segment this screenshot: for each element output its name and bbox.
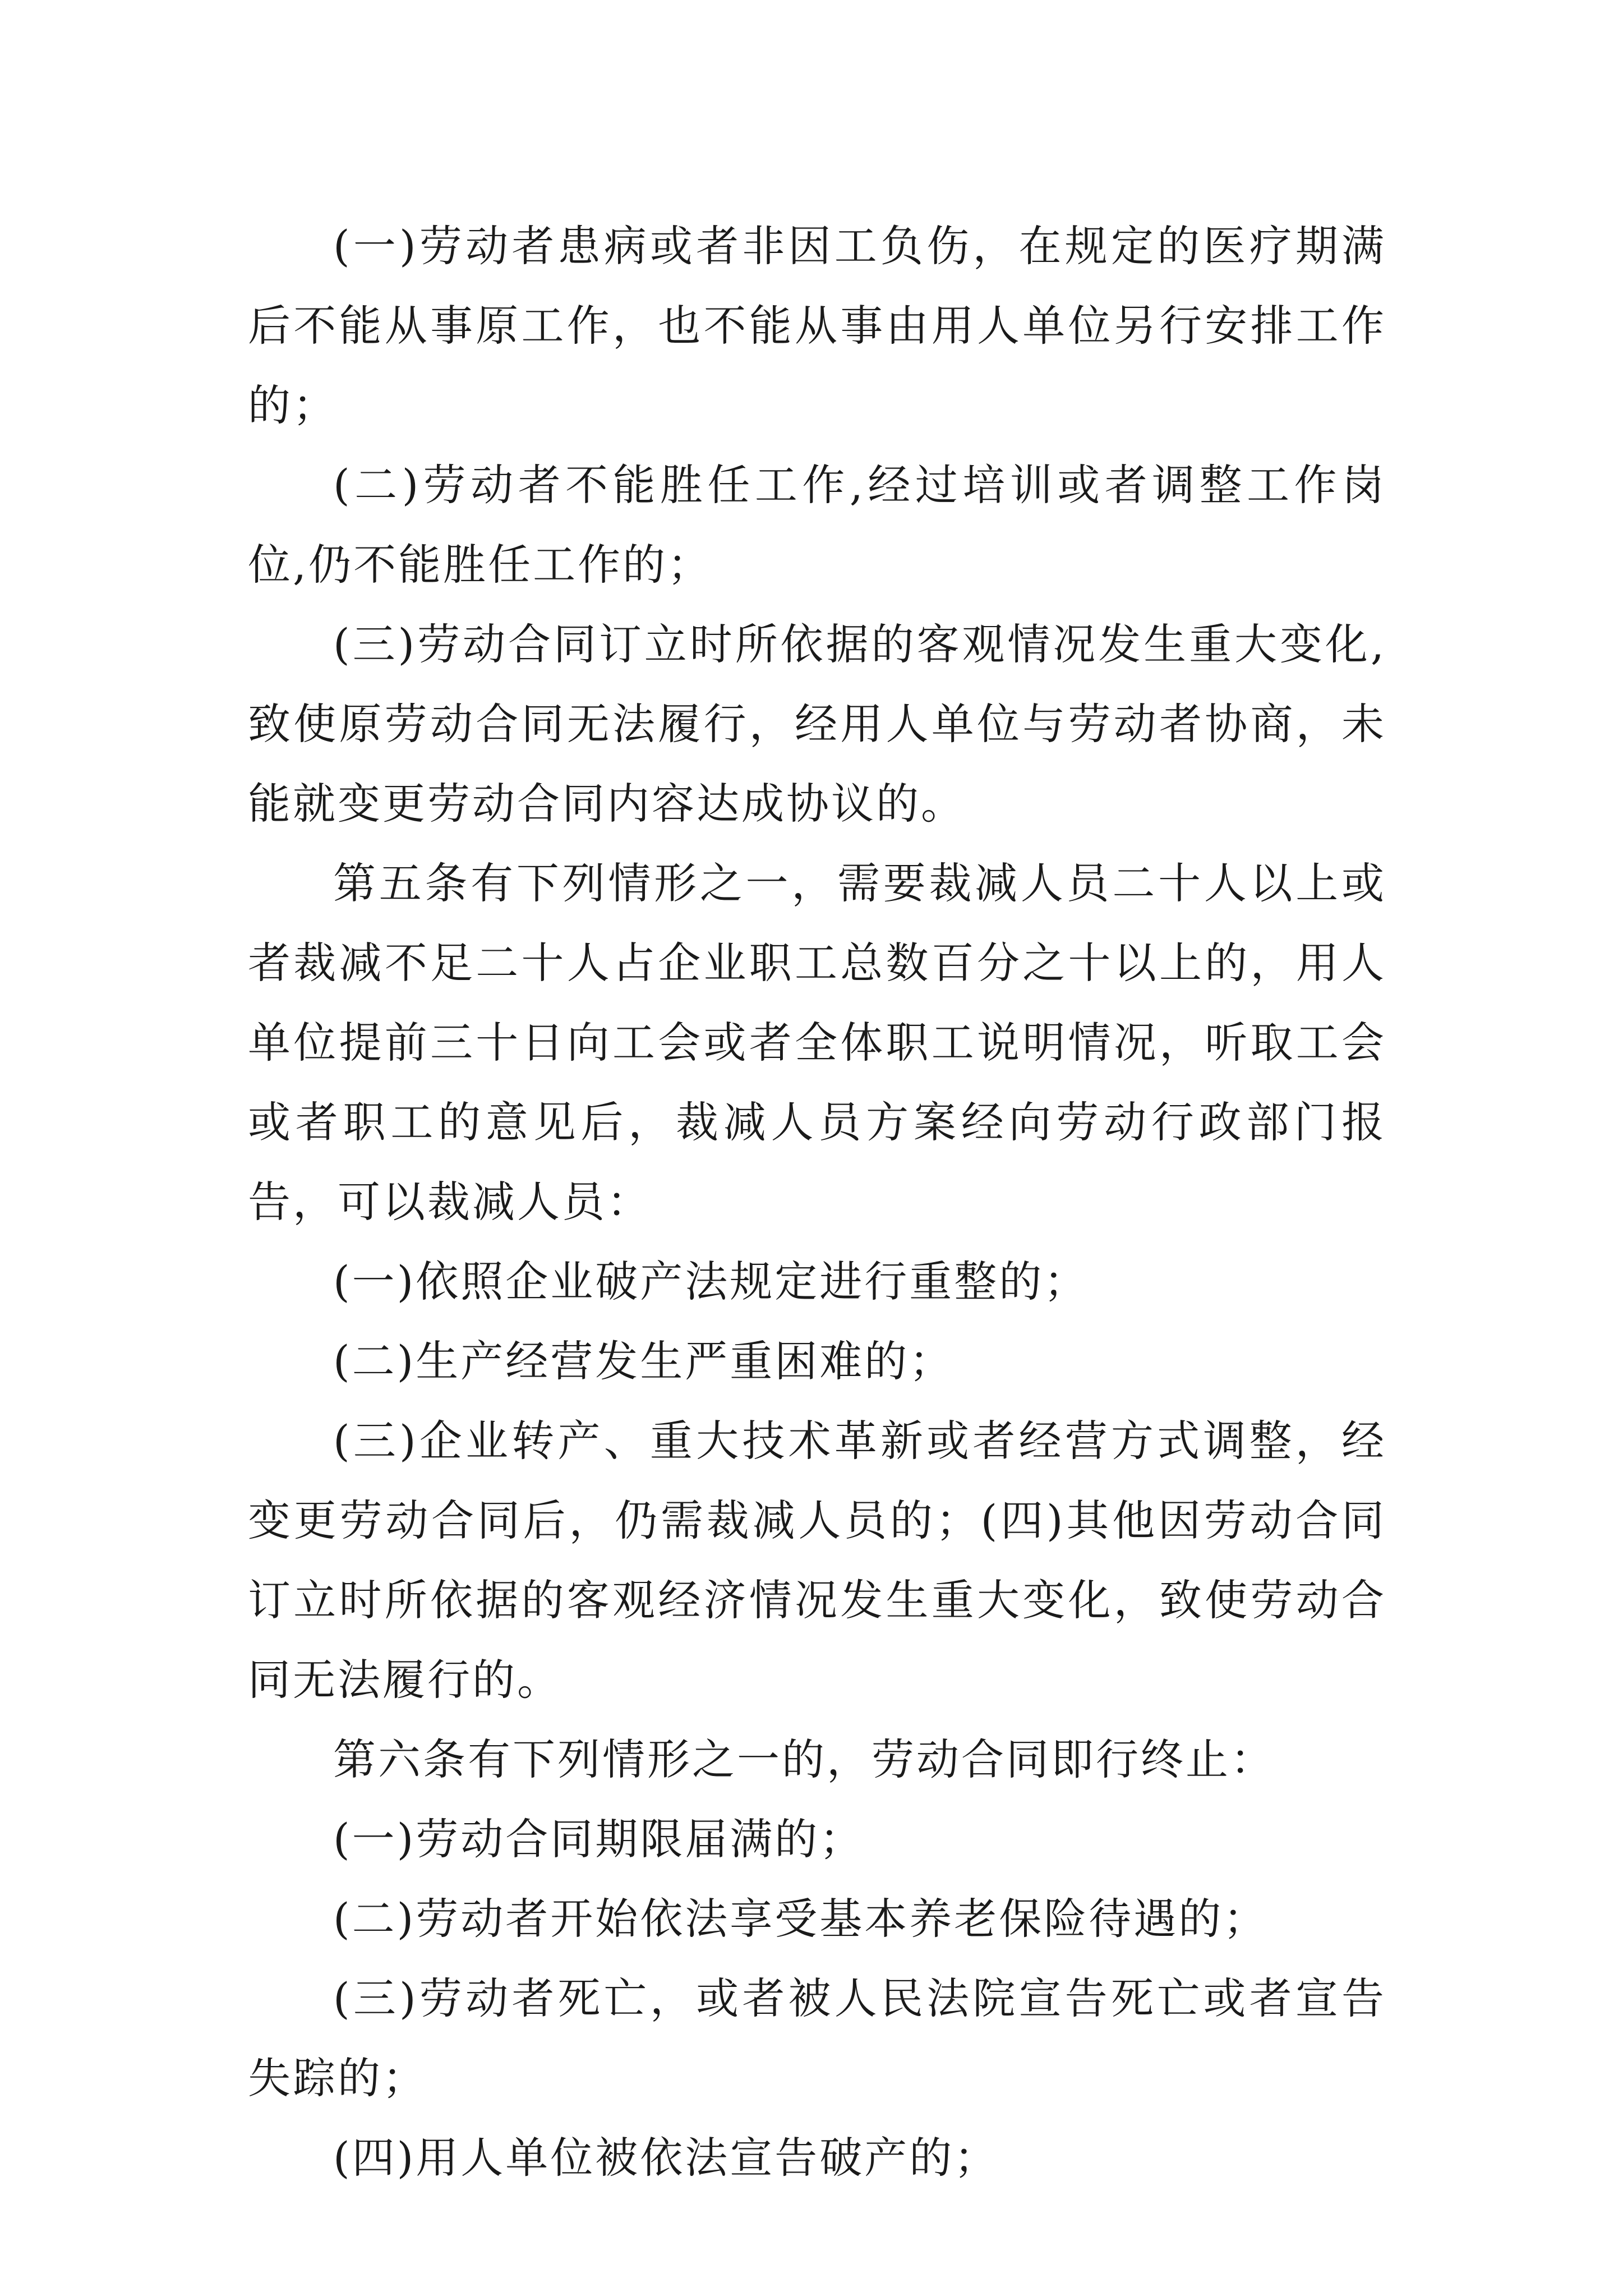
paragraph-article-6-item-2: (二)劳动者开始依法享受基本养老保险待遇的； bbox=[333, 1894, 1269, 1944]
paragraph-article-6-item-1: (一)劳动合同期限届满的； bbox=[333, 1814, 865, 1864]
paragraph-item-3-circumstance-change: (三)劳动合同订立时所依据的客观情况发生重大变化,致使原劳动合同无法履行，经用人单位与劳动者协商，未能就变更劳动合同内容达成协议的。 bbox=[248, 619, 1386, 829]
paragraph-article-6: 第六条有下列情形之一的，劳动合同即行终止： bbox=[333, 1734, 1275, 1784]
paragraph-article-5-item-1: (一)依照企业破产法规定进行重整的； bbox=[333, 1257, 1089, 1306]
paragraph-article-6-item-4: (四)用人单位被依法宣告破产的； bbox=[333, 2133, 999, 2183]
paragraph-article-5-item-2: (二)生产经营发生严重困难的； bbox=[333, 1336, 955, 1386]
paragraph-item-1-illness: (一)劳动者患病或者非因工负伤，在规定的医疗期满后不能从事原工作，也不能从事由用人单位另行安排工作的； bbox=[248, 221, 1386, 430]
paragraph-article-5-item-3-4: (三)企业转产、重大技术革新或者经营方式调整，经变更劳动合同后，仍需裁减人员的；(四)其他因劳动合同订立时所依据的客观经济情况发生重大变化，致使劳动合同无法履行的。 bbox=[248, 1416, 1386, 1705]
paragraph-article-5: 第五条有下列情形之一，需要裁减人员二十人以上或者裁减不足二十人占企业职工总数百分之十以上的，用人单位提前三十日向工会或者全体职工说明情况，听取工会或者职工的意见后，裁减人员方案经向劳动行政部门报告，可以裁减人员： bbox=[248, 858, 1386, 1227]
paragraph-item-2-incompetence: (二)劳动者不能胜任工作,经过培训或者调整工作岗位,仍不能胜任工作的； bbox=[248, 460, 1386, 590]
paragraph-article-6-item-3: (三)劳动者死亡，或者被人民法院宣告死亡或者宣告失踪的； bbox=[248, 1973, 1386, 2103]
document-body bbox=[248, 206, 1386, 2198]
